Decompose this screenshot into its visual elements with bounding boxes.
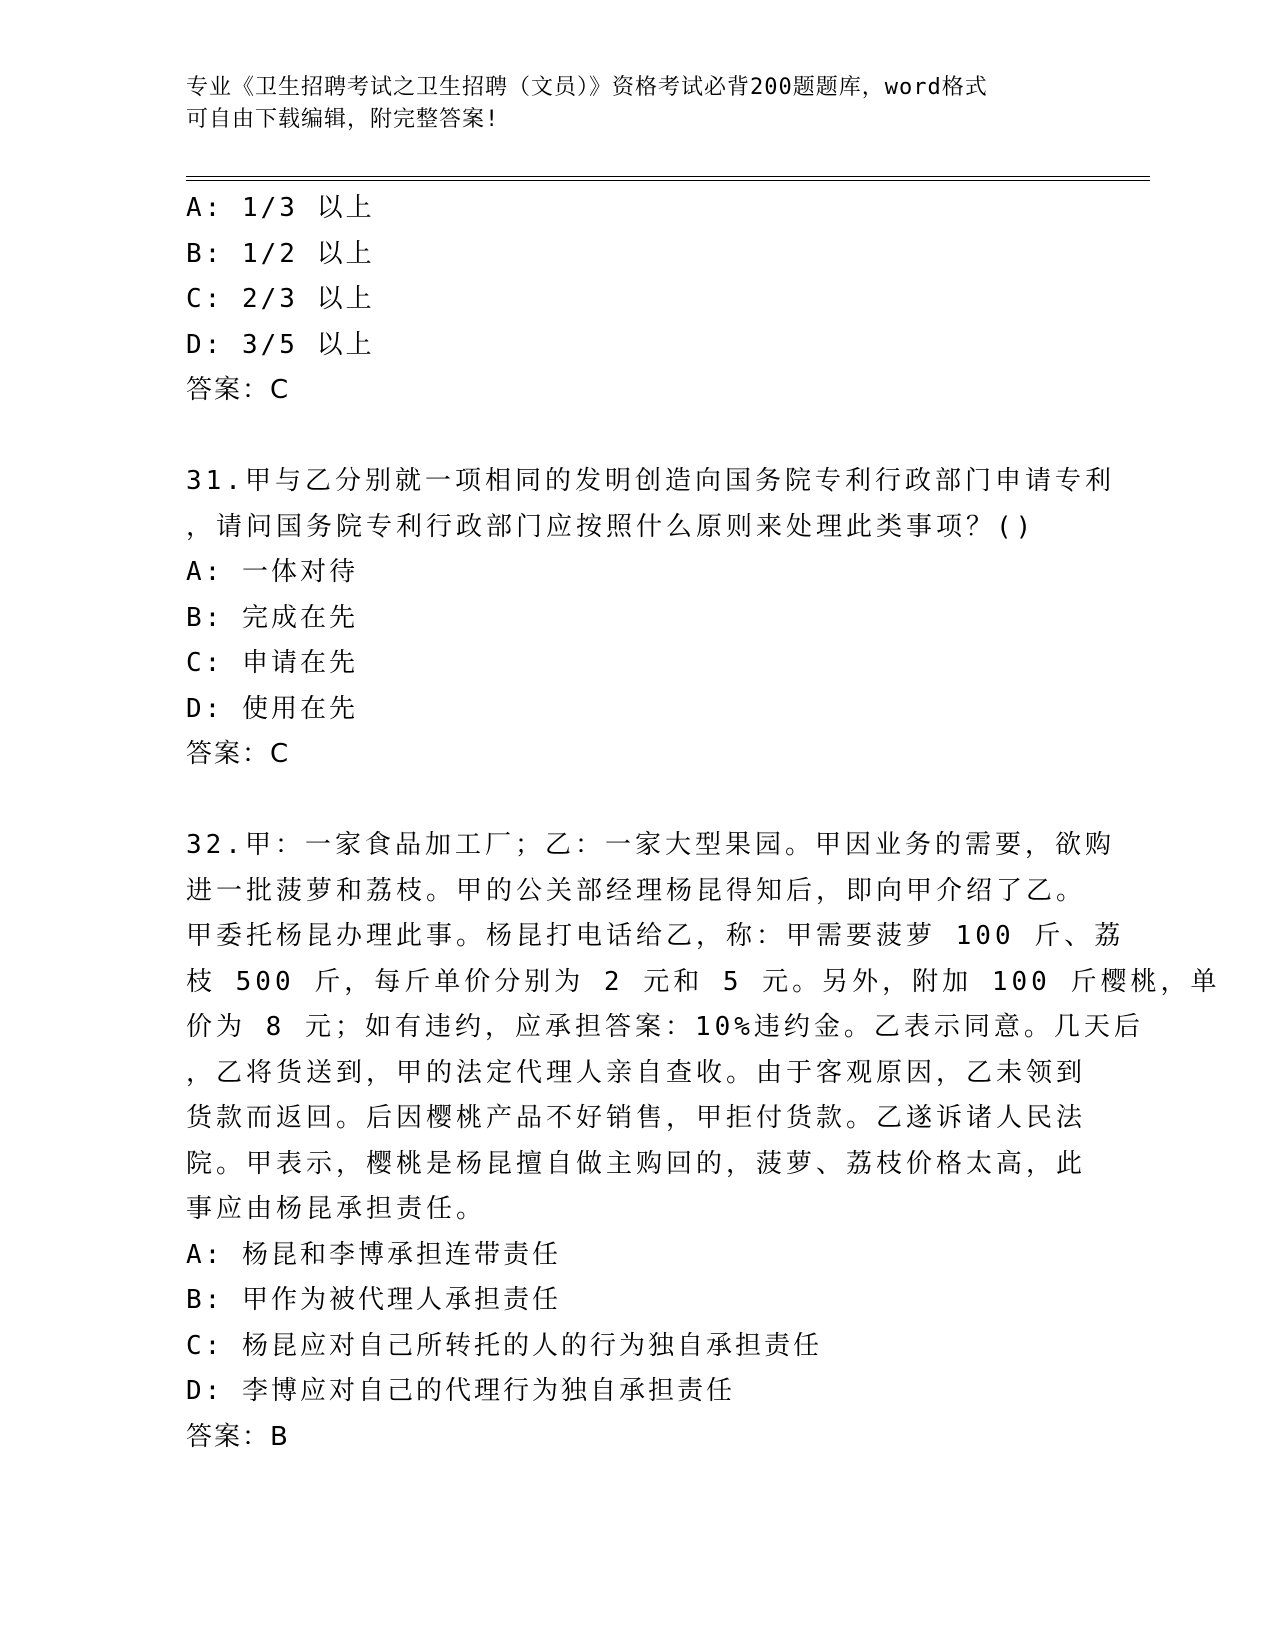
answer: 答案：C: [186, 375, 291, 405]
header-divider-bottom: [186, 180, 1150, 181]
option-d: D: 使用在先: [186, 693, 358, 724]
question-31: [186, 459, 1115, 778]
option-b: B: 1/2 以上: [186, 238, 375, 269]
option-c: C: 申请在先: [186, 648, 358, 678]
document-header: [186, 72, 1066, 136]
question-stem-line: 31.甲与乙分别就一项相同的发明创造向国务院专利行政部门申请专利: [186, 466, 1115, 496]
question-stem-line: ，请问国务院专利行政部门应按照什么原则来处理此类事项？(): [186, 511, 1036, 542]
spacer: [186, 778, 1086, 824]
option-b: B: 完成在先: [186, 602, 358, 633]
question-32: [186, 823, 1221, 1460]
question-stem-line: ，乙将货送到，甲的法定代理人亲自查收。由于客观原因，乙未领到: [186, 1057, 1087, 1088]
option-c: C: 杨昆应对自己所转托的人的行为独自承担责任: [186, 1330, 822, 1361]
question-stem-line: 货款而返回。后因樱桃产品不好销售，甲拒付货款。乙遂诉诸人民法: [186, 1103, 1087, 1133]
header-title-line-1: 专业《卫生招聘考试之卫生招聘（文员）》资格考试必背200题题库，word格式: [186, 75, 988, 100]
question-stem-line: 枝 500 斤，每斤单价分别为 2 元和 5 元。另外，附加 100 斤樱桃，单: [186, 966, 1221, 997]
question-30: [186, 186, 1086, 414]
option-d: D: 李博应对自己的代理行为独自承担责任: [186, 1376, 735, 1406]
header-divider-top: [186, 176, 1150, 177]
option-d: D: 3/5 以上: [186, 329, 375, 360]
option-a: A: 杨昆和李博承担连带责任: [186, 1239, 561, 1270]
option-a: A: 1/3 以上: [186, 193, 375, 223]
answer: 答案：C: [186, 739, 291, 769]
question-stem-line: 院。甲表示，樱桃是杨昆擅自做主购回的，菠萝、荔枝价格太高，此: [186, 1148, 1087, 1179]
document-body: [186, 186, 1221, 1460]
option-c: C: 2/3 以上: [186, 284, 375, 314]
answer: 答案：B: [186, 1421, 290, 1452]
header-title-line-2: 可自由下载编辑，附完整答案!: [186, 107, 500, 132]
question-stem-line: 价为 8 元；如有违约，应承担答案：10%违约金。乙表示同意。几天后: [186, 1012, 1144, 1042]
question-stem-line: 进一批菠萝和荔枝。甲的公关部经理杨昆得知后，即向甲介绍了乙。: [186, 875, 1087, 906]
option-b: B: 甲作为被代理人承担责任: [186, 1285, 561, 1315]
question-stem-line: 甲委托杨昆办理此事。杨昆打电话给乙，称：甲需要菠萝 100 斤、荔: [186, 921, 1125, 951]
spacer: [186, 414, 1086, 460]
question-stem-line: 32.甲：一家食品加工厂；乙：一家大型果园。甲因业务的需要，欲购: [186, 830, 1115, 860]
question-stem-line: 事应由杨昆承担责任。: [186, 1194, 487, 1224]
option-a: A: 一体对待: [186, 557, 358, 587]
